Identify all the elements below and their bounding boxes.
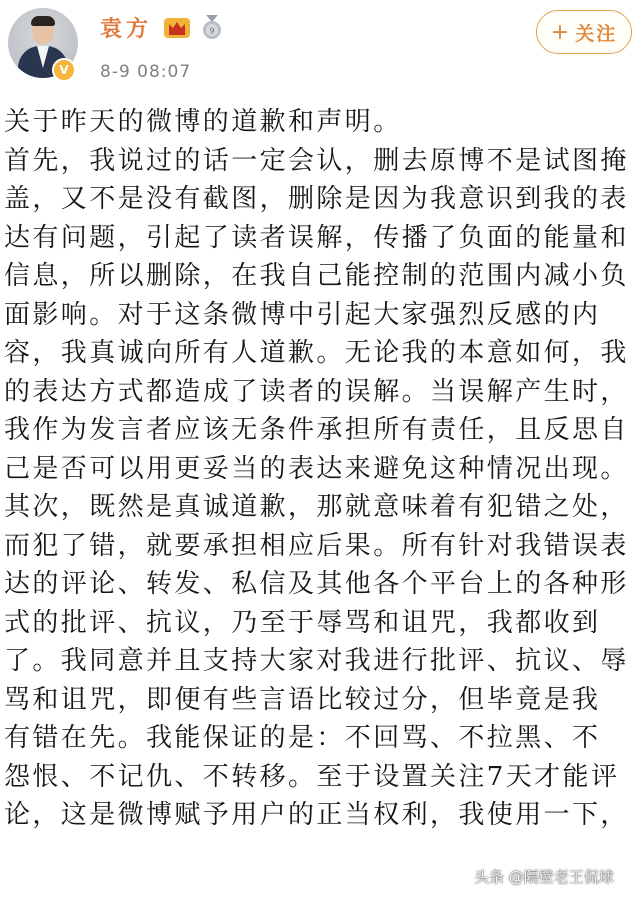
post-line: 其次，既然是真诚道歉，那就意味着有犯错之处， (4, 492, 629, 522)
crown-icon (163, 14, 191, 40)
post-line: 我作为发言者应该无条件承担所有责任，且反思自 (4, 415, 629, 445)
watermark: 头条 @隔壁老王侃球 (474, 868, 614, 886)
post-header (0, 0, 640, 98)
post-line: 关于昨天的微博的道歉和声明。 (4, 107, 402, 137)
post-line: 有错在先。我能保证的是：不回骂、不拉黑、不 (4, 723, 601, 753)
post-line: 的表达方式都造成了读者的误解。当误解产生时， (4, 376, 629, 407)
post-line: 怨恨、不记仇、不转移。至于设置关注7天才能评 (4, 761, 620, 792)
medal-icon (200, 14, 224, 40)
post-line: 骂和诅咒，即便有些言语比较过分，但毕竟是我 (4, 684, 601, 715)
post-line: 首先，我说过的话一定会认，删去原博不是试图掩 (4, 145, 629, 176)
post-line: 容，我真诚向所有人道歉。无论我的本意如何，我 (4, 338, 629, 368)
follow-button[interactable] (536, 10, 632, 54)
post-line: 式的批评、抗议，乃至于辱骂和诅咒，我都收到 (4, 607, 601, 638)
post-timestamp: 8-9 08:07 (100, 62, 192, 82)
svg-text:9: 9 (209, 26, 215, 36)
post-line: 达的评论、转发、私信及其他各个平台上的各种形 (4, 569, 629, 599)
post-line: 而犯了错，就要承担相应后果。所有针对我错误表 (4, 530, 629, 561)
avatar-hair (31, 16, 55, 26)
follow-button-label: 关注 (575, 22, 618, 45)
plus-icon: + (550, 19, 572, 45)
post-line: 面影响。对于这条微博中引起大家强烈反感的内 (4, 299, 601, 330)
post-line: 了。我同意并且支持大家对我进行批评、抗议、辱 (4, 646, 629, 676)
post-line: 己是否可以用更妥当的表达来避免这种情况出现。 (4, 453, 629, 484)
post-line: 论，这是微博赋予用户的正当权利，我使用一下， (4, 800, 629, 830)
post-line: 达有问题，引起了读者误解，传播了负面的能量和 (4, 222, 629, 253)
post-line: 盖，又不是没有截图，删除是因为我意识到我的表 (4, 184, 629, 214)
username[interactable]: 袁方 (100, 16, 153, 42)
post-line: 信息，所以删除，在我自己能控制的范围内减小负 (4, 261, 629, 291)
post-text (4, 103, 636, 835)
verified-v-icon: V (52, 58, 76, 82)
